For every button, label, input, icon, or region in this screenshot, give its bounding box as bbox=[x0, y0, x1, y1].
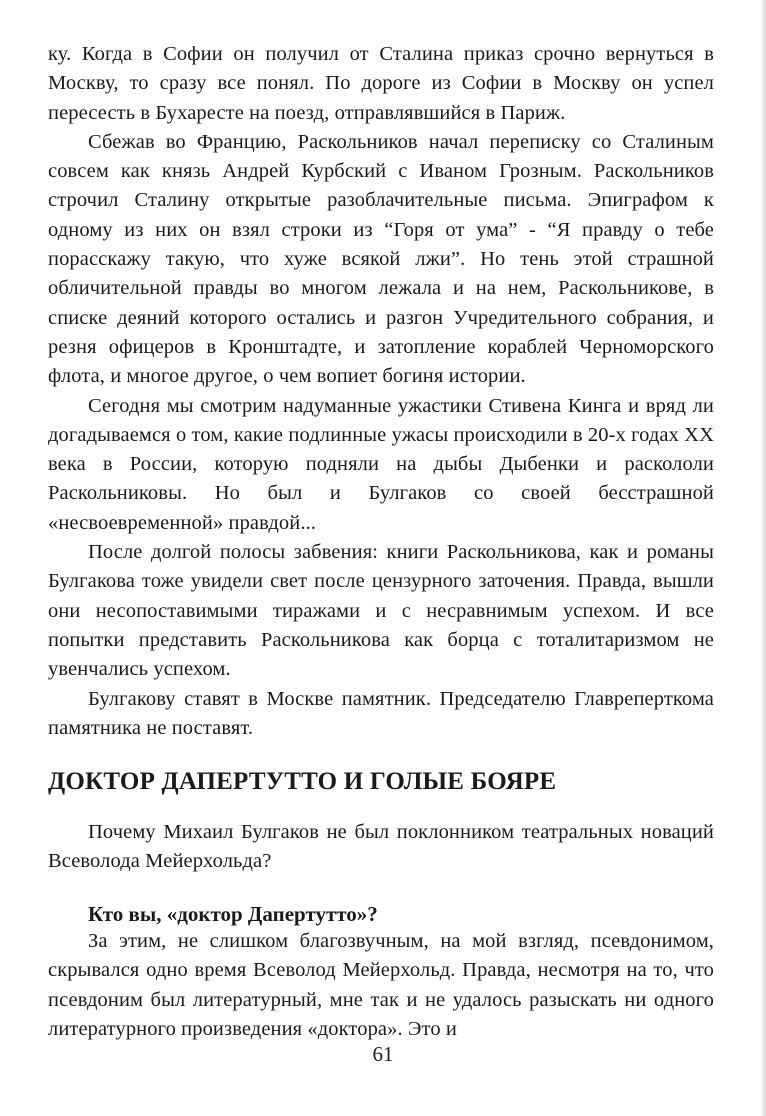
chapter-intro-block bbox=[48, 818, 714, 877]
paragraph-5: Булгакову ставят в Москве памятник. Председателю Главреперткома памятника не поставят. bbox=[48, 687, 714, 739]
paragraph-4: После долгой полосы забвения: книги Раскольникова, как и романы Булгакова тоже увидели свет после цензурного заточения. Правда, вышли они несопоставимыми тиражами и с несравнимым успехом. И все попытки представить Раскольникова как борца с тоталитаризмом не увенчались успехом. bbox=[48, 541, 714, 681]
section-paragraph: За этим, не слишком благозвучным, на мой взгляд, псевдонимом, скрывался одно время Всеволод Мейерхольд. Правда, несмотря на то, что псевдоним был литературный, мне так и не удалось разыскать ни одного литературного произведения «доктора». Это и bbox=[48, 930, 714, 1040]
paragraph-3: Сегодня мы смотрим надуманные ужастики Стивена Кинга и вряд ли догадываемся о том, какие подлинные ужасы происходили в 20-х годах XX века в России, которую подняли на дыбы Дыбенки и раскололи Раскольниковы. Но был и Булгаков со своей бесстрашной «несвоевременной» правдой... bbox=[48, 394, 714, 534]
section-body-block bbox=[48, 927, 714, 1044]
main-text-block bbox=[48, 40, 714, 743]
page-number: 61 bbox=[372, 1042, 394, 1066]
paragraph-1: ку. Когда в Софии он получил от Сталина приказ срочно вернуться в Москву, то сразу все понял. По дороге из Софии в Москву он успел пересесть в Бухаресте на поезд, отправлявшийся в Париж. bbox=[48, 43, 714, 124]
section-title: Кто вы, «доктор Дапертутто»? bbox=[88, 902, 378, 926]
chapter-title: ДОКТОР ДАПЕРТУТТО И ГОЛЫЕ БОЯРЕ bbox=[48, 768, 557, 795]
paragraph-2: Сбежав во Францию, Раскольников начал переписку со Сталиным совсем как князь Андрей Курбский с Иваном Грозным. Раскольников строчил Сталину открытые разоблачительные письма. Эпиграфом к одному из них он взял строки из “Горя от ума” - “Я правду о тебе порасскажу такую, что хуже всякой лжи”. Но тень этой страшной обличительной правды во многом лежала и на нем, Раскольникове, в списке деяний которого остались и разгон Учредительного собрания, и резня офицеров в Кронштадте, и затопление кораблей Черноморского флота, и многое другое, о чем вопиет богиня истории. bbox=[48, 130, 714, 388]
chapter-intro: Почему Михаил Булгаков не был поклонником театральных новаций Всеволода Мейерхольда? bbox=[48, 821, 714, 873]
page-edge-shadow bbox=[760, 0, 766, 1116]
